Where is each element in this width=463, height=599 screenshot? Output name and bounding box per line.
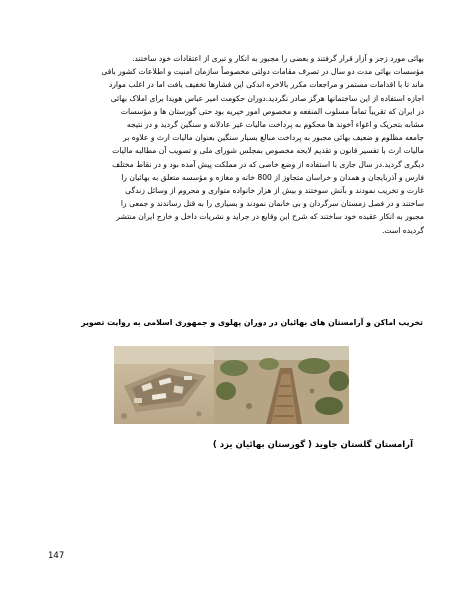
body-paragraph [46, 52, 424, 237]
photo-caption: آرامستان گلستان جاوید ( گورستان بهائیان یزد ) [212, 440, 413, 450]
paragraph-line: مؤسسات بهائی مدت دو سال در تصرف مقامات دولتی مخصوصاً سازمان امنیت و اطلاعات کشور باقی [101, 67, 424, 77]
paragraph-line: جامعه مظلوم و ضعیف بهائی مجبور به پرداخت مبالغ بسیار سنگین بعنوان مالیات ارث و علاوه بر [123, 133, 424, 143]
page-number: 147 [48, 551, 65, 561]
paragraph-line: ساختند و در فصل زمستان سرگردان و بی خانمان نمودند و بسیاری را به قتل رساندند و جمعی را [120, 199, 424, 209]
paragraph-line: بهائی مورد زجر و آزار قرار گرفتند و بعضی را مجبور به انکار و تبری از اعتقادات خود ساختند. [132, 54, 424, 63]
paragraph-line: غارت و تخریب نمودند و بآتش سوختند و بیش از هزار خانواده متواری و محروم از وسائل زندگی [125, 186, 424, 196]
paragraph-line: مالیات ارث با تفسیر قانون و تقدیم لایحه مخصوص بمجلس شورای ملی و تصویب آن مطالبه مالیات [112, 146, 424, 156]
destroyed-grave-photo [114, 346, 214, 424]
paragraph-line: مجبور به انکار عقیده خود ساختند که شرح این وقایع در جراید و نشریات داخل و خارج ایران منتشر [116, 212, 424, 222]
paragraph-line: ماند تا با اقدامات مستمر و مراجعات مکرر بالاخره اندکی این فشارها تخفیف یافت اما در اغلب موارد [108, 80, 424, 90]
section-heading: تخریب اماکن و آرامستان های بهائیان در دوران پهلوی و جمهوری اسلامی به روایت تصویر [81, 318, 423, 327]
paragraph-line: دیگری گردید.در سال جاری با استفاده از وضع خاصی که در مملکت پیش آمده بود و در نقاط مختلف [112, 159, 424, 169]
paragraph-line: در ایران که تقریباً تماماً مسلوب المنفعه و مخصوص امور خیریه بود حتی گورستان ها و مؤسسات [120, 106, 424, 116]
photo-strip [114, 346, 349, 424]
paragraph-line: فارس و آذربایجان و همدان و خراسان متجاوز از 800 خانه و مغازه و مؤسسه متعلق به بهائیان را [121, 172, 424, 182]
cemetery-field-photo [214, 346, 349, 424]
paragraph-line: گردیده است. [381, 225, 424, 235]
paragraph-line: مشابه بتحریک و اغواء آخوند ها محکوم به پرداخت مالیات غیر عادلانه و سنگین گردید و در نتیجه [126, 120, 424, 130]
paragraph-line: اجازه استفاده از این ساختمانها هرگز صادر نگردید.دوران حکومت امیر عباس هویدا برای املاک بهائی [110, 93, 424, 103]
